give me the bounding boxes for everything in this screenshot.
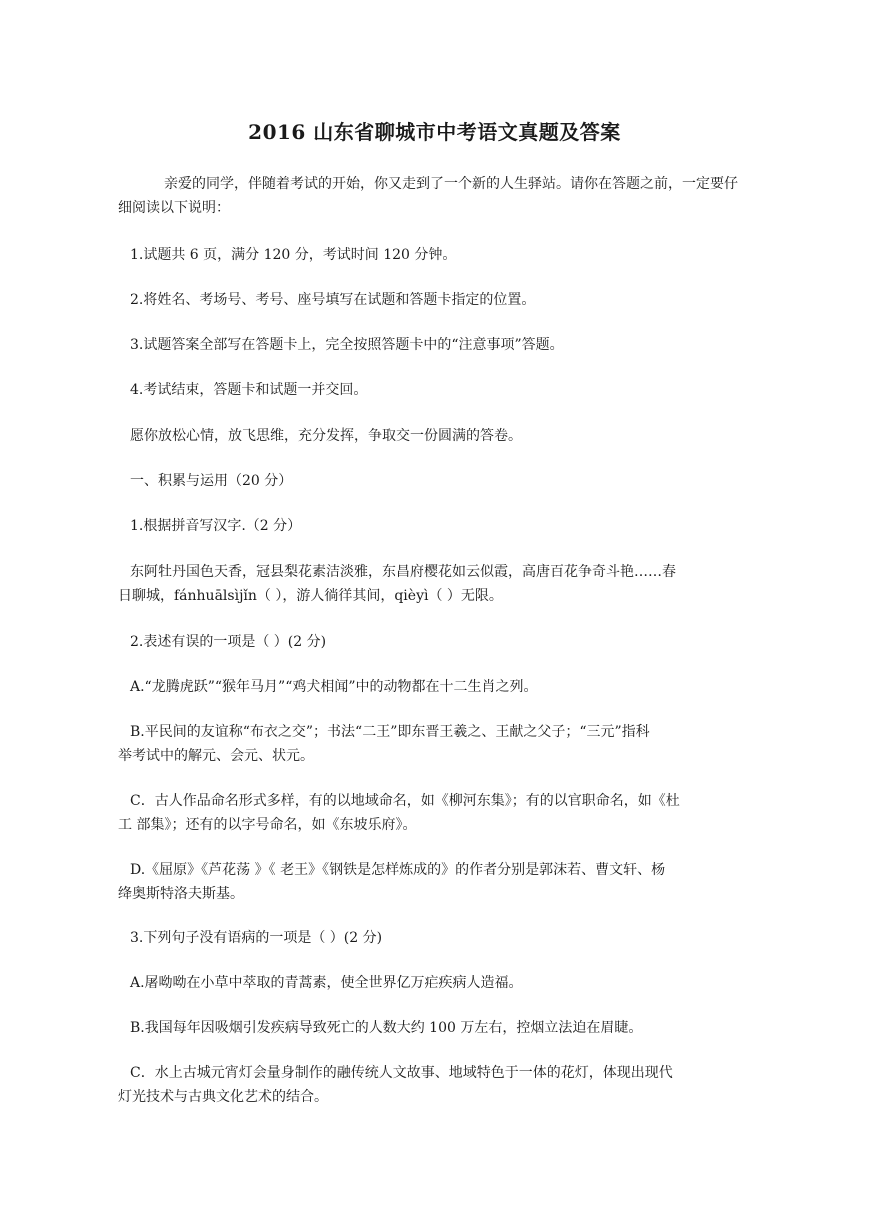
instruction-2: 2.将姓名、考场号、考号、座号填写在试题和答题卡指定的位置。 [130, 292, 536, 308]
question-2-option-c-line-2: 工 部集》；还有的以字号命名，如《东坡乐府》。 [118, 817, 417, 833]
intro-line-2: 一定要仔细阅读以下说明： [118, 176, 738, 216]
question-1-stem: 1.根据拼音写汉字.（2 分） [130, 518, 302, 534]
question-1-text-line-1: 东阿牡丹国色天香，冠县梨花素洁淡雅，东昌府樱花如云似霞，高唐百花争奇斗艳……春 [130, 564, 676, 580]
question-3-option-c-line-2: 灯光技术与古典文化艺术的结合。 [118, 1089, 328, 1105]
wish-text: 愿你放松心情，放飞思维，充分发挥，争取交一份圆满的答卷。 [130, 428, 522, 444]
section-heading: 一、积累与运用（20 分） [130, 473, 293, 489]
intro-paragraph [118, 172, 745, 220]
instruction-1: 1.试题共 6 页，满分 120 分，考试时间 120 分钟。 [130, 247, 457, 263]
question-2-option-b-line-1: B.平民间的友谊称“布衣之交”；书法“二王”即东晋王羲之、王献之父子；“三元”指科 [130, 724, 650, 740]
question-2-option-d-line-2: 绛奥斯特洛夫斯基。 [118, 886, 244, 902]
instruction-3: 3.试题答案全部写在答题卡上，完全按照答题卡中的“注意事项”答题。 [130, 337, 564, 353]
question-2-option-a: A.“龙腾虎跃”“猴年马月”“鸡犬相闻”中的动物都在十二生肖之列。 [130, 679, 538, 695]
instruction-4: 4.考试结束，答题卡和试题一并交回。 [130, 382, 368, 398]
question-3-option-a: A.屠呦呦在小草中萃取的青蒿素，使全世界亿万疟疾病人造福。 [130, 975, 523, 991]
question-2-stem: 2.表述有误的一项是（ ）(2 分) [130, 634, 327, 650]
question-3-option-b: B.我国每年因吸烟引发疾病导致死亡的人数大约 100 万左右，控烟立法迫在眉睫。 [130, 1020, 643, 1036]
question-2-option-c-line-1: C．古人作品命名形式多样，有的以地域命名，如《柳河东集》；有的以官职命名，如《杜 [130, 793, 680, 809]
question-1-text-line-2: 日聊城，fánhuālsìjǐn（ ），游人徜徉其间，qièyì（ ）无限。 [118, 588, 503, 604]
question-2-option-d-line-1: D.《屈原》《芦花荡 》《 老王》《钢铁是怎样炼成的》的作者分别是郭沫若、曹文轩、杨 [130, 862, 666, 878]
question-3-stem: 3.下列句子没有语病的一项是（ ）(2 分) [130, 930, 383, 946]
page-title: 2016 山东省聊城市中考语文真题及答案 [248, 120, 621, 144]
intro-line-1: 亲爱的同学，伴随着考试的开始，你又走到了一个新的人生驿站。请你在答题之前， [164, 176, 682, 192]
question-3-option-c-line-1: C．水上古城元宵灯会量身制作的融传统人文故事、地域特色于一体的花灯，体现出现代 [130, 1065, 673, 1081]
question-2-option-b-line-2: 举考试中的解元、会元、状元。 [118, 748, 314, 764]
